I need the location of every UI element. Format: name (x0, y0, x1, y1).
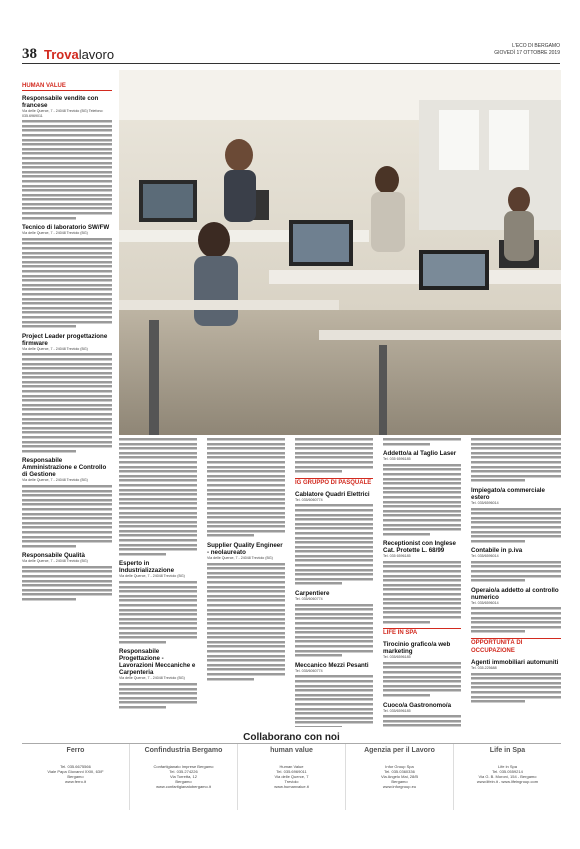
newspaper-name: L'ECO DI BERGAMO (512, 43, 560, 49)
job-contact: Via delle Querce, 7 - 24048 Treviolo (BG) (119, 574, 185, 579)
partner-detail: Bergamo (175, 779, 192, 784)
partner-card (454, 744, 561, 810)
section-subname: lavoro (78, 47, 115, 62)
partner-detail: Tel. 035.0360336 (384, 769, 415, 774)
partner-logo: Agenzia per il Lavoro (364, 747, 435, 754)
office-photo (119, 70, 561, 435)
partner-card (238, 744, 346, 810)
job-contact: Via delle Querce, 7 - 24048 Treviolo (BG) (119, 676, 185, 681)
job-title: Impiegato/a commerciale estero (471, 486, 545, 501)
partner-detail: www.inforgroup.eu (382, 784, 417, 789)
job-title: Contabile in p.iva (471, 547, 523, 555)
partner-detail: www.humanvalue.it (274, 784, 309, 789)
partner-detail: Bergamo (391, 779, 408, 784)
job-contact: Tel. 035 6596185 (383, 457, 411, 462)
job-contact: Via delle Querce, 7 - 24048 Treviolo (BG) (207, 556, 273, 561)
partner-logo: human value (270, 747, 313, 754)
body-text-line (383, 620, 430, 625)
partner-detail: Tel. 035.274226 (169, 769, 198, 774)
job-title: Responsabile Amministrazione e Controllo di Gestione (22, 457, 107, 479)
job-title: Responsabile Progettazione - Lavorazioni Meccaniche e Carpenteria (119, 648, 196, 677)
job-contact: Via delle Querce, 7 - 24048 Treviolo (BG) Telefono: 035.6969011 (22, 109, 104, 118)
body-text-line (471, 629, 525, 634)
partner-detail: www.lifein.it - www.lifeingroup.com (476, 779, 539, 784)
job-title: Tirocinio grafico/a web marketing (383, 641, 451, 656)
job-title: Agenti immobiliari automuniti (471, 659, 559, 666)
partner-detail: Via Angelo Mai, 28/B (380, 774, 419, 779)
body-text-line (22, 216, 76, 221)
body-text-line (295, 469, 342, 474)
partner-detail: Via Torretta, 12 (170, 774, 197, 779)
job-title: Supplier Quality Engineer - neolaureato (207, 542, 283, 557)
body-text-line (22, 597, 76, 602)
body-text-line (22, 324, 76, 329)
section-heading: LIFE IN SPA (383, 628, 461, 637)
body-text-line (22, 544, 76, 549)
partners-banner (22, 727, 561, 741)
body-text-line (383, 442, 430, 447)
section-name: Trova (44, 47, 79, 62)
partners-row (22, 743, 561, 810)
partner-detail: www.confartigianatobergamo.it (156, 784, 211, 789)
issue-date: GIOVEDÌ 17 OTTOBRE 2019 (494, 50, 560, 56)
section-heading: OPPORTUNITÀ DI OCCUPAZIONE (471, 638, 561, 655)
job-title: Operaio/a addetto al controllo numerico (471, 586, 559, 601)
job-title: Project Leader progettazione firmware (22, 332, 108, 347)
job-contact: Tel. 035/6596014 (471, 554, 499, 559)
job-title: Meccanico Mezzi Pesanti (295, 661, 369, 669)
masthead (494, 43, 560, 57)
body-text-line (207, 677, 254, 682)
section-heading: IG GRUPPO DI PASQUALE (295, 479, 372, 486)
job-contact: Via delle Querce, 7 - 24048 Treviolo (BG) (22, 346, 88, 351)
partner-detail: Bergamo (67, 774, 84, 779)
partner-detail: www.ferro.it (65, 779, 86, 784)
page-number: 38 (22, 46, 37, 62)
header-rule (22, 63, 560, 64)
partners-banner-title: Collaborano con noi (243, 732, 340, 743)
partner-detail: Confartigianato Imprese Bergamo (153, 764, 214, 769)
body-text-line (471, 539, 525, 544)
body-text-line (383, 532, 430, 537)
job-contact: Via delle Querce, 7 - 24048 Treviolo (BG) (22, 231, 88, 236)
body-text-line (295, 653, 342, 658)
partner-card (22, 744, 130, 810)
partner-detail: Tel. 035.0559214 (492, 769, 523, 774)
left-listing-column (22, 82, 112, 672)
listing-column-5 (471, 437, 561, 727)
partner-detail: Treviolo (284, 779, 299, 784)
body-text-line (119, 705, 166, 710)
partner-card (130, 744, 238, 810)
job-contact: Tel. 035/6060774 (295, 497, 323, 502)
job-contact: Tel. 035/6596185 (383, 708, 411, 713)
job-contact: Tel. 035/6596014 (471, 500, 499, 505)
partner-detail: Human Value (279, 764, 304, 769)
job-contact: Via delle Querce, 7 - 24048 Treviolo (BG) (22, 478, 88, 483)
listing-column-1 (119, 437, 197, 727)
job-contact: Via delle Querce, 7 - 24048 Treviolo (BG) (22, 559, 88, 564)
job-title: Tecnico di laboratorio SW/FW (22, 224, 110, 232)
partner-card (346, 744, 454, 810)
partner-detail: Tel. 035.6675566 (60, 764, 91, 769)
listing-column-4 (383, 437, 461, 727)
body-text-line (119, 552, 166, 557)
job-contact: Tel. 035/6596185 (383, 655, 411, 660)
body-text-line (22, 449, 76, 454)
body-text-line (383, 693, 430, 698)
partner-detail: Tel. 035.6969011 (276, 769, 307, 774)
partner-detail: Life in Spa (498, 764, 517, 769)
job-title: Cuoco/a Gastronomo/a (383, 701, 452, 709)
partner-logo: Ferro (66, 747, 85, 754)
body-text-line (471, 578, 525, 583)
partner-logo: Life in Spa (489, 747, 526, 754)
body-text-line (471, 699, 525, 704)
partner-logo: Confindustria Bergamo (144, 747, 223, 754)
job-contact: Tel. 035.225688 (471, 666, 497, 670)
partner-detail: Viale Papa Giovanni XXIII, 63/F (47, 769, 104, 774)
job-title: Cablatore Quadri Elettrici (295, 490, 370, 498)
job-contact: Tel. 035/6596014 (471, 600, 499, 605)
body-text-line (119, 640, 166, 645)
listing-column-2 (207, 437, 285, 727)
job-title: Receptionist con Inglese Cat. Protette L. 68/99 (383, 540, 456, 555)
job-title: Responsabile Qualità (22, 552, 85, 560)
body-text-line (471, 478, 525, 483)
job-contact: Tel. 035/6060774 (295, 597, 323, 602)
body-text-line (295, 581, 342, 586)
partner-detail: Via G. B. Moroni, 154 - Bergamo (478, 774, 537, 779)
office-illustration (119, 70, 561, 435)
job-title: Esperto in Industrializzazione (119, 560, 175, 575)
job-title: Addetto/a al Taglio Laser (383, 450, 457, 458)
job-title: Responsabile vendite con francese (22, 95, 99, 109)
job-contact: Tel. 035 6596185 (383, 554, 411, 559)
body-text-line (207, 533, 254, 538)
section-title (44, 47, 114, 62)
listing-column-3 (295, 437, 373, 727)
partner-detail: Via delle Querce, 7 (274, 774, 309, 779)
job-title: Carpentiere (295, 590, 330, 598)
partner-detail: Infor Group Spa (385, 764, 414, 769)
company-name: HUMAN VALUE (22, 82, 112, 91)
job-contact: Tel. 035/6060774 (295, 668, 323, 673)
